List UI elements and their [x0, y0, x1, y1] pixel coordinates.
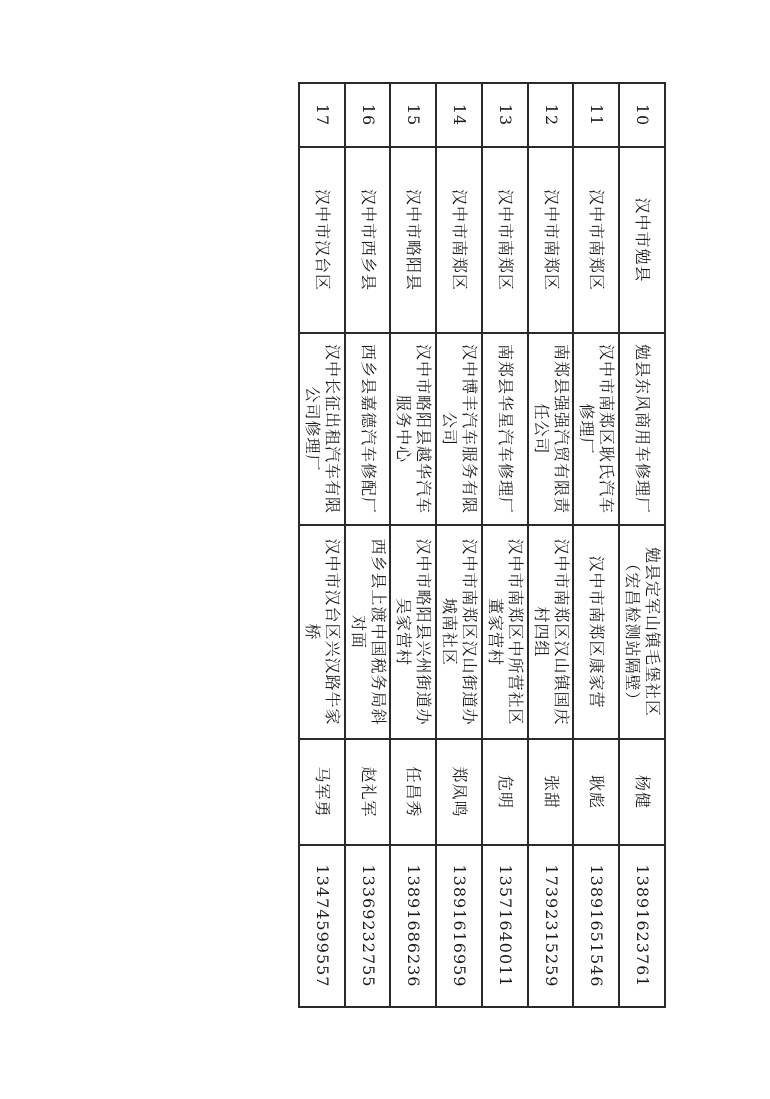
phone-number-cell: 13891623761: [619, 845, 665, 1007]
district-cell: 汉中市汉台区: [299, 147, 345, 333]
contact-person-cell: 危明: [482, 739, 528, 845]
company-name-cell: 汉中市南郑区耿氏汽车修理厂: [574, 333, 620, 525]
district-cell: 汉中市南郑区: [436, 147, 482, 333]
table-row: [528, 83, 574, 1007]
row-number: 14: [436, 83, 482, 147]
contact-person-cell: 任昌秀: [391, 739, 437, 845]
company-name-cell: 勉县东风商用车修理厂: [619, 333, 665, 525]
phone-number-cell: 13891616959: [436, 845, 482, 1007]
row-number: 15: [391, 83, 437, 147]
row-number: 11: [574, 83, 620, 147]
contact-person-cell: 耿彪: [574, 739, 620, 845]
table-row: [574, 83, 620, 1007]
address-cell: 汉中市汉台区兴汉路牛家桥: [299, 525, 345, 739]
phone-number-cell: 13891651546: [574, 845, 620, 1007]
phone-number-cell: 13369232755: [345, 845, 391, 1007]
contact-person-cell: 杨健: [619, 739, 665, 845]
table-row: [391, 83, 437, 1007]
district-cell: 汉中市南郑区: [574, 147, 620, 333]
phone-number-cell: 13891686236: [391, 845, 437, 1007]
district-cell: 汉中市西乡县: [345, 147, 391, 333]
row-number: 17: [299, 83, 345, 147]
table-body: [299, 83, 665, 1007]
row-number: 13: [482, 83, 528, 147]
table-row: [345, 83, 391, 1007]
row-number: 16: [345, 83, 391, 147]
table-row: [482, 83, 528, 1007]
address-cell: 西乡县上渡中国税务局斜对面: [345, 525, 391, 739]
district-cell: 汉中市略阳县: [391, 147, 437, 333]
contact-person-cell: 张甜: [528, 739, 574, 845]
company-name-cell: 汉中长征出租汽车有限公司修理厂: [299, 333, 345, 525]
district-cell: 汉中市南郑区: [482, 147, 528, 333]
address-cell: 汉中市南郑区中所营社区董家营村: [482, 525, 528, 739]
contact-person-cell: 郑凤鸣: [436, 739, 482, 845]
table-row: [436, 83, 482, 1007]
company-name-cell: 汉中博丰汽车服务有限公司: [436, 333, 482, 525]
row-number: 10: [619, 83, 665, 147]
address-cell: 汉中市南郑区康家营: [574, 525, 620, 739]
rotated-table-block: [298, 82, 666, 1006]
company-name-cell: 汉中市略阳县越华汽车服务中心: [391, 333, 437, 525]
contact-person-cell: 赵礼军: [345, 739, 391, 845]
district-cell: 汉中市南郑区: [528, 147, 574, 333]
row-number: 12: [528, 83, 574, 147]
table-row: [299, 83, 345, 1007]
table-row: [619, 83, 665, 1007]
address-cell: 汉中市南郑区汉山镇国庆村四组: [528, 525, 574, 739]
address-cell: 汉中市略阳县兴州街道办吴家营村: [391, 525, 437, 739]
address-cell: 勉县定军山镇毛堡社区（宏昌检测站隔壁）: [619, 525, 665, 739]
phone-number-cell: 13571640011: [482, 845, 528, 1007]
company-name-cell: 南郑县华星汽车修理厂: [482, 333, 528, 525]
phone-number-cell: 13474599557: [299, 845, 345, 1007]
contact-person-cell: 马军勇: [299, 739, 345, 845]
district-cell: 汉中市勉县: [619, 147, 665, 333]
company-name-cell: 西乡县嘉德汽车修配厂: [345, 333, 391, 525]
address-cell: 汉中市南郑区汉山街道办城南社区: [436, 525, 482, 739]
company-name-cell: 南郑县强强汽贸有限责任公司: [528, 333, 574, 525]
repair-shop-table: [298, 82, 666, 1008]
phone-number-cell: 17392315259: [528, 845, 574, 1007]
